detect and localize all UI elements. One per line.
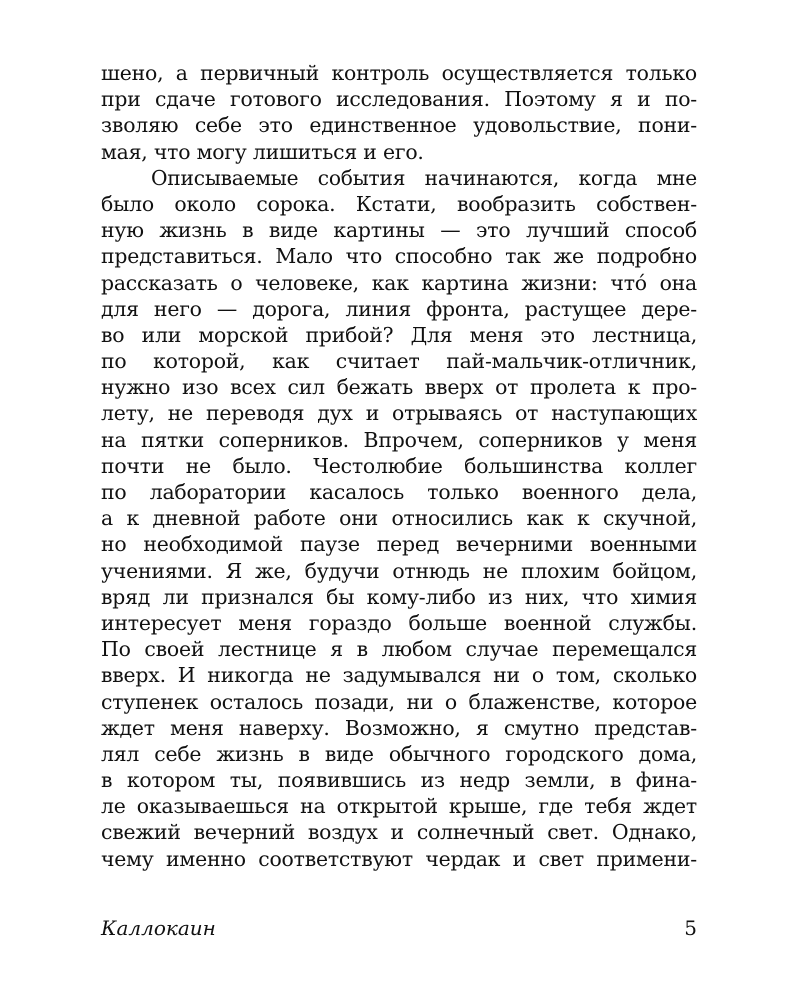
text-line: но необходимой паузе перед вечерними военными: [101, 532, 697, 557]
text-line: ступенек осталось позади, ни о блаженстве, которое: [101, 689, 697, 714]
text-line: по которой, как считает пай-мальчик-отличник,: [101, 349, 697, 374]
text-line: почти не было. Честолюбие большинства коллег: [101, 453, 697, 478]
text-line: шено, а первичный контроль осуществляется только: [101, 61, 697, 85]
text-line: для него — дорога, линия фронта, растущее дере-: [101, 296, 697, 321]
text-line: ждет меня наверху. Возможно, я смутно представ-: [101, 715, 697, 740]
text-line: По своей лестнице я в любом случае перемещался: [101, 637, 697, 662]
text-line: по лаборатории касалось только военного дела,: [101, 480, 697, 504]
text-line: учениями. Я же, будучи отнюдь не плохим бойцом,: [101, 558, 697, 583]
page-footer: [101, 914, 697, 942]
text-line: в котором ты, появившись из недр земли, в фина-: [101, 768, 697, 793]
paragraph-first-line: Описываемые события начинаются, когда мне: [151, 165, 697, 190]
text-line: вряд ли признался бы кому-либо из них, что химия: [101, 584, 697, 609]
text-line: зволяю себе это единственное удовольствие, пони-: [101, 113, 697, 138]
text-line: лету, не переводя дух и отрываясь от наступающих: [101, 401, 697, 426]
text-line: при сдаче готового исследования. Поэтому я и по-: [101, 87, 697, 112]
text-line: вверх. И никогда не задумывался ни о том, сколько: [101, 663, 697, 688]
page-number: 5: [684, 916, 697, 940]
text-line: ную жизнь в виде картины — это лучший способ: [101, 218, 697, 243]
text-line: нужно изо всех сил бежать вверх от пролета к про-: [101, 375, 697, 400]
running-title: Каллокаин: [101, 916, 216, 940]
text-line: на пятки соперников. Впрочем, соперников у меня: [101, 427, 697, 452]
page-body: [101, 60, 697, 872]
text-line: было около сорока. Кстати, вообразить собствен-: [101, 191, 697, 216]
text-line: а к дневной работе они относились как к скучной,: [101, 506, 697, 531]
text-line: чему именно соответствуют чердак и свет примени-: [101, 846, 697, 871]
text-line: во или морской прибой? Для меня это лестница,: [101, 322, 697, 347]
text-line: интересует меня гораздо больше военной службы.: [101, 610, 697, 635]
text-line: рассказать о человеке, как картина жизни: что́ она: [101, 270, 697, 295]
text-line: представиться. Мало что способно так же подробно: [101, 244, 697, 269]
text-line: лял себе жизнь в виде обычного городского дома,: [101, 741, 697, 766]
text-line: ле оказываешься на открытой крыше, где тебя ждет: [101, 794, 697, 819]
text-line: мая, что могу лишиться и его.: [101, 139, 424, 164]
text-line: свежий вечерний воздух и солнечный свет. Однако,: [101, 820, 697, 845]
